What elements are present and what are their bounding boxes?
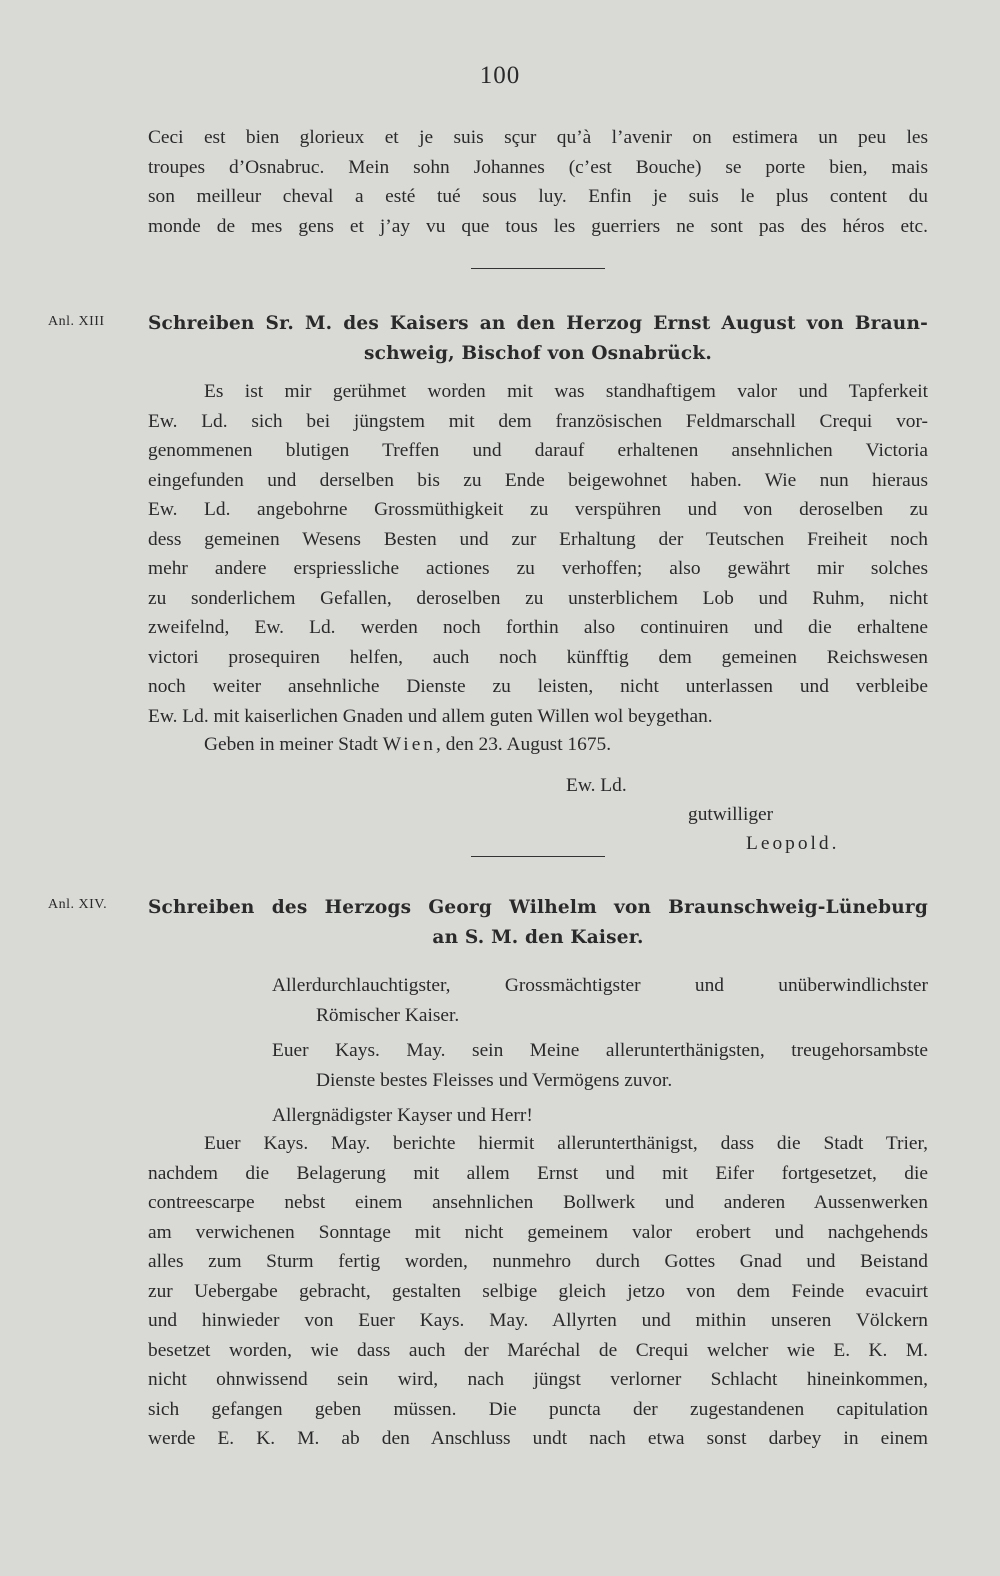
date-suffix: , den 23. August 1675. [436, 734, 612, 755]
text-line: und hinwieder von Euer Kays. May. Allyrten und mithin unseren Völckern [148, 1310, 928, 1331]
text-line: zu sonderlichem Gefallen, deroselben zu unsterblichem Lob und Ruhm, nicht [148, 587, 928, 609]
text-line: alles zum Sturm fertig worden, nunmehro durch Gottes Gnad und Beistand [148, 1251, 928, 1272]
salutation-line: Römischer Kaiser. [316, 1004, 460, 1026]
salutation-line: Euer Kays. May. sein Meine allerunterthänigsten, treugehorsambste [272, 1040, 928, 1061]
text-line: werde E. K. M. ab den Anschluss undt nach etwa sonst darbey in einem [148, 1428, 928, 1449]
heading-line: Schreiben des Herzogs Georg Wilhelm von Braunschweig-Lüneburg [148, 897, 928, 918]
text-line: monde de mes gens et j’ay vu que tous les guerriers ne sont pas des héros etc. [148, 215, 928, 237]
salutation [272, 971, 928, 1131]
text-line: Ew. Ld. sich bei jüngstem mit dem französischen Feldmarschall Crequi vor- [148, 410, 928, 432]
text-line: am verwichenen Sonntage mit nicht gemeinem valor erobert und nachgehends [148, 1221, 928, 1243]
text-line: zweifelnd, Ew. Ld. werden noch forthin also continuiren und die erhaltene [148, 617, 928, 638]
section-divider [471, 856, 605, 857]
text-line: eingefunden und derselben bis zu Ende beigewohnet haben. Wie nun hieraus [148, 469, 928, 491]
date-city: Wien [382, 734, 436, 755]
text-line: zur Uebergabe gebracht, gestalten selbige gleich jetzo von dem Feinde evacuirt [148, 1280, 928, 1302]
text-line: sich gefangen geben müssen. Die puncta der zugestandenen capitulation [148, 1398, 928, 1420]
annex-xiv-body [148, 1129, 928, 1454]
heading-line: an S. M. den Kaiser. [432, 926, 644, 948]
salutation-line: Allerdurchlauchtigster, Grossmächtigster und unüberwindlichster [272, 975, 928, 996]
text-line: Ew. Ld. angebohrne Grossmüthigkeit zu verspühren und von deroselben zu [148, 499, 928, 520]
text-line: son meilleur cheval a esté tué sous luy. Enfin je suis le plus content du [148, 186, 928, 207]
text-line: contreescarpe nebst einem ansehnlichen Bollwerk und anderen Aussenwerken [148, 1192, 928, 1213]
text-line: noch weiter ansehnliche Dienste zu leisten, nicht unterlassen und verbleibe [148, 676, 928, 697]
text-line: Ew. Ld. mit kaiserlichen Gnaden und allem guten Willen wol beygethan. [148, 705, 713, 727]
text-line: mehr andere erspriessliche actiones zu verhoffen; also gewährt mir solches [148, 558, 928, 579]
text-line: besetzet worden, wie dass auch der Maréchal de Crequi welcher wie E. K. M. [148, 1339, 928, 1361]
text-line: Euer Kays. May. berichte hiermit allerunterthänigst, dass die Stadt Trier, [204, 1133, 928, 1154]
intro-paragraph [148, 123, 928, 241]
text-line: nicht ohnwissend sein wird, nach jüngst verlorner Schlacht hineinkommen, [148, 1369, 928, 1390]
annex-xiii-heading [148, 309, 928, 368]
text-line: Es ist mir gerühmet worden mit was standhaftigem valor und Tapferkeit [204, 381, 928, 402]
text-line: Ceci est bien glorieux et je suis sçur qu’à l’avenir on estimera un peu les [148, 127, 928, 148]
date-line [204, 730, 611, 760]
signature: Leopold. [746, 833, 840, 854]
closing-address: Ew. Ld. [566, 775, 627, 796]
salutation-line: Allergnädigster Kayser und Herr! [272, 1105, 533, 1126]
text-line: troupes d’Osnabruc. Mein sohn Johannes (c’est Bouche) se porte bien, mais [148, 156, 928, 178]
annex-marker-xiii: Anl. XIII [48, 314, 105, 329]
annex-xiv-heading [148, 893, 928, 952]
heading-line: schweig, Bischof von Osnabrück. [363, 342, 712, 364]
text-line: genommenen blutigen Treffen und darauf erhaltenen ansehnlichen Victoria [148, 440, 928, 461]
annex-marker-xiv: Anl. XIV. [48, 897, 108, 912]
date-prefix: Geben in meiner Stadt [204, 734, 383, 755]
section-divider [471, 268, 605, 269]
heading-line: Schreiben Sr. M. des Kaisers an den Herzog Ernst August von Braun- [148, 313, 928, 334]
text-line: victori prosequiren helfen, auch noch künfftig dem gemeinen Reichswesen [148, 646, 928, 668]
annex-xiii-body [148, 377, 928, 731]
text-line: dess gemeinen Wesens Besten und zur Erhaltung der Teutschen Freiheit noch [148, 528, 928, 550]
page-number: 100 [479, 62, 521, 89]
closing-phrase: gutwilliger [688, 804, 774, 825]
salutation-line: Dienste bestes Fleisses und Vermögens zuvor. [316, 1069, 673, 1091]
text-line: nachdem die Belagerung mit allem Ernst und mit Eifer fortgesetzet, die [148, 1162, 928, 1184]
